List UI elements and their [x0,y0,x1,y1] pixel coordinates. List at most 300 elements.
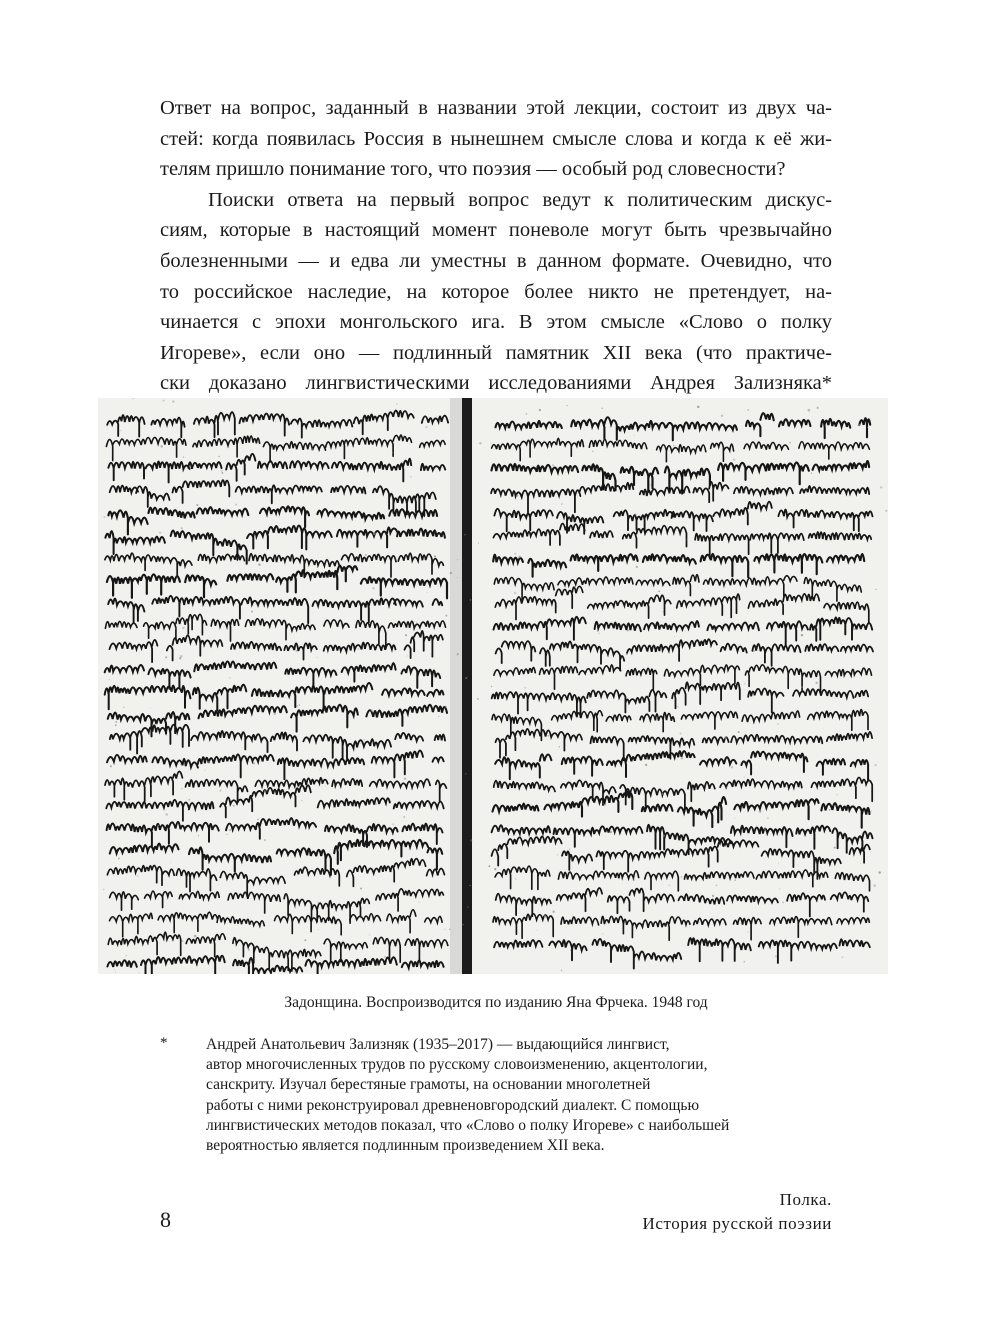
speckle [444,705,446,707]
speckle [470,885,471,886]
speckle [712,895,714,897]
speckle [427,592,428,593]
running-title [642,1188,832,1236]
handwritten-line [493,914,869,941]
speckle [478,542,479,543]
speckle [524,687,526,689]
speckle [159,532,161,534]
footnote-line: вероятностью является подлинным произведением XII века. [206,1137,605,1155]
speckle [834,847,836,849]
speckle [569,848,570,849]
speckle [779,888,780,889]
speckle [170,862,171,863]
speckle [879,871,881,873]
text-line: Игореве», если оно — подлинный памятник XII века (что практиче- [160,341,832,364]
speckle [109,679,110,680]
speckle [457,577,458,578]
speckle [744,777,745,778]
handwritten-line [494,777,872,809]
speckle [396,403,397,404]
handwritten-line [106,435,445,462]
handwritten-line [107,818,443,847]
speckle [179,657,181,659]
body-text [160,93,832,399]
speckle [802,851,804,853]
speckle [378,964,379,965]
speckle [103,889,105,891]
speckle [165,656,167,658]
speckle [559,746,560,747]
speckle [112,647,113,648]
text-line: ски доказано лингвистическими исследованиями Андрея Зализняка* [160,372,832,395]
speckle [839,467,840,468]
speckle [182,627,184,629]
speckle [544,915,546,917]
speckle [747,409,749,411]
speckle [674,636,675,637]
speckle [681,757,683,759]
speckle [319,769,320,770]
manuscript-image [98,398,888,974]
speckle [226,621,227,622]
speckle [789,442,790,443]
handwritten-line [494,938,870,968]
speckle [632,879,635,882]
speckle [724,737,726,739]
handwritten-line [107,410,448,437]
speckle [561,970,563,972]
speckle [490,443,491,444]
speckle [410,535,412,537]
speckle [550,802,551,803]
speckle [853,628,855,630]
page-number: 8 [160,1207,171,1232]
speckle [539,409,541,411]
speckle [738,731,740,733]
speckle [627,629,629,631]
speckle [139,973,140,974]
speckle [188,799,190,801]
speckle [248,949,250,951]
handwritten-line [106,785,443,821]
speckle [677,706,678,707]
speckle [371,709,373,711]
speckle [778,863,779,864]
text-line: стей: когда появилась Россия в нынешнем смысле слова и когда к её жи- [160,127,832,150]
speckle [330,424,332,426]
speckle [165,813,168,816]
speckle [419,902,420,903]
handwritten-line [492,682,868,717]
speckle [744,961,746,963]
speckle [662,611,664,613]
handwritten-line [110,910,443,937]
speckle [259,577,260,578]
speckle [194,935,197,938]
speckle [264,839,266,841]
speckle [444,929,445,930]
speckle [685,631,686,632]
speckle [880,486,882,488]
speckle [557,854,558,855]
speckle [251,611,253,613]
speckle [837,794,838,795]
speckle [567,405,568,406]
speckle [304,939,306,941]
speckle [645,764,647,766]
speckle [218,456,219,457]
speckle [775,955,777,957]
speckle [402,672,403,673]
handwritten-line [496,639,873,670]
speckle [592,451,593,452]
speckle [375,803,377,805]
speckle [226,508,227,509]
handwritten-line [496,888,869,917]
speckle [815,682,818,685]
speckle [214,668,216,670]
speckle [744,683,745,684]
speckle [348,600,350,602]
handwritten-line [494,617,873,646]
speckle [125,786,126,787]
speckle [181,527,183,529]
handwritten-line [108,596,442,623]
speckle [269,969,270,970]
speckle [156,723,157,724]
speckle [289,625,290,626]
handwritten-line [493,554,864,577]
speckle [196,504,198,506]
speckle [782,901,784,903]
speckle [530,840,532,842]
speckle [311,448,313,450]
speckle [172,400,174,402]
speckle [208,761,210,763]
speckle [360,743,361,744]
speckle [747,931,748,932]
handwritten-line [494,502,872,534]
text-line: сиям, которые в настоящий момент поневоле могут быть чрезвычайно [160,219,832,242]
speckle [410,476,412,478]
speckle [198,835,199,836]
speckle [808,409,811,412]
speckle [274,713,276,715]
footnote-line: лингвистических методов показал, что «Слово о полку Игореве» с наибольшей [206,1116,730,1134]
speckle [681,876,683,878]
speckle [150,708,151,709]
speckle [885,510,887,512]
speckle [363,739,365,741]
speckle [158,825,159,826]
text-line: болезненными — и едва ли уместны в данном формате. Очевидно, что [160,249,832,272]
speckle [697,406,699,408]
speckle [686,539,687,540]
speckle [570,467,572,469]
speckle [467,676,468,677]
speckle [445,615,447,617]
speckle [221,470,223,472]
speckle [500,578,502,580]
speckle [540,897,542,899]
speckle [160,445,163,448]
speckle [515,878,516,879]
speckle [183,456,185,458]
handwritten-line [110,725,445,760]
speckle [467,906,468,907]
speckle [295,907,297,909]
speckle [449,929,450,930]
speckle [516,495,518,497]
speckle [552,464,554,466]
speckle [610,531,611,532]
handwritten-line [110,840,442,875]
speckle [465,773,466,774]
handwritten-line [105,683,444,710]
speckle [561,503,563,505]
speckle [514,592,517,595]
speckle [136,875,138,877]
speckle [721,415,723,417]
handwritten-line [491,482,869,513]
speckle [258,563,260,565]
speckle [103,516,105,518]
speckle [175,627,177,629]
speckle [874,764,876,766]
speckle [767,817,769,819]
text-line: Ответ на вопрос, заданный в названии этой лекции, состоит из двух ча- [160,97,832,119]
handwritten-line [493,523,871,558]
speckle [296,650,298,652]
speckle [405,634,407,636]
speckle [636,566,638,568]
speckle [663,835,665,837]
speckle [205,770,206,771]
speckle [163,400,165,402]
speckle [680,732,682,734]
speckle [570,668,572,670]
speckle [835,565,836,566]
speckle [734,879,735,880]
handwritten-line [107,956,443,974]
speckle [598,943,599,944]
speckle [299,704,300,705]
speckle [264,789,267,792]
speckle [425,426,427,428]
speckle [726,787,728,789]
speckle [759,810,761,812]
footnote-line: работы с ними реконструировал древненовгородский диалект. С помощью [206,1096,700,1114]
speckle [669,885,671,887]
speckle [114,969,115,970]
speckle [247,856,249,858]
speckle [465,677,467,679]
speckle [477,698,479,700]
speckle [491,686,492,687]
speckle [634,513,636,515]
speckle [777,723,779,725]
speckle [120,430,121,431]
speckle [634,435,635,436]
footnote-mark: * [160,1035,168,1051]
speckle [108,828,110,830]
speckle [257,819,259,821]
figure-caption: Задонщина. Воспроизводится по изданию Яна Фрчека. 1948 год [284,994,708,1011]
speckle [419,786,420,787]
text-line: то российское наследие, на которое более никто не претендует, на- [160,280,832,303]
speckle [365,554,367,556]
speckle [384,956,386,958]
speckle [763,828,765,830]
speckle [275,421,276,422]
speckle [860,863,861,864]
speckle [548,735,550,737]
speckle [392,452,393,453]
speckle [651,586,652,587]
speckle [233,805,235,807]
speckle [650,484,651,485]
speckle [498,830,500,832]
speckle [316,657,317,658]
speckle [811,473,812,474]
speckle [553,911,555,913]
speckle [110,765,112,767]
speckle [570,950,571,951]
handwritten-line [105,553,443,577]
handwritten-line [492,438,870,461]
speckle [661,793,663,795]
speckle [867,427,868,428]
speckle [537,930,538,931]
speckle [595,855,596,856]
speckle [557,563,558,564]
speckle [118,858,120,860]
speckle [434,555,436,557]
footnote-line: автор многочисленных трудов по русскому словоизменению, акцентологии, [206,1056,708,1074]
handwritten-line [108,454,445,483]
manuscript-handwriting [98,398,888,974]
running-title-line: Полка. [779,1190,832,1209]
speckle [373,532,376,535]
handwritten-line [107,859,444,895]
speckle [450,572,452,574]
speckle [360,887,362,889]
speckle [318,929,319,930]
speckle [816,407,818,409]
speckle [181,788,183,790]
speckle [735,818,736,819]
speckle [132,398,134,399]
speckle [464,534,465,535]
speckle [829,534,830,535]
handwritten-line [496,413,871,440]
speckle [500,496,502,498]
speckle [479,442,481,444]
speckle [518,556,521,559]
speckle [112,917,115,920]
speckle [317,902,319,904]
handwritten-line [107,751,444,780]
speckle [462,924,464,926]
handwritten-line [105,526,445,564]
speckle [610,831,613,834]
speckle [871,811,872,812]
handwritten-line [110,889,444,923]
footnote-line: санскриту. Изучал берестяные грамоты, на основании многолетней [206,1076,651,1094]
speckle [673,445,675,447]
speckle [181,940,183,942]
speckle [221,472,223,474]
speckle [301,800,303,802]
handwritten-line [496,729,873,761]
speckle [452,435,453,436]
handwritten-line [107,566,447,599]
speckle [116,625,118,627]
speckle [733,458,735,460]
speckle [278,517,279,518]
speckle [457,559,458,560]
speckle [121,747,122,748]
speckle [438,716,439,717]
speckle [682,834,684,836]
speckle [115,721,117,723]
speckle [457,653,459,655]
speckle [841,956,843,958]
speckle [731,766,733,768]
speckle [829,809,831,811]
speckle [403,816,405,818]
text-line: Поиски ответа на первый вопрос ведут к политическим дискус- [208,188,832,211]
speckle [392,823,394,825]
speckle [716,444,717,445]
speckle [565,472,566,473]
speckle [294,971,297,974]
speckle [180,764,181,765]
speckle [658,590,660,592]
footnote-line: Андрей Анатольевич Зализняк (1935–2017) — выдающийся лингвист, [206,1036,670,1053]
speckle [235,504,237,506]
speckle [229,829,231,831]
speckle [219,790,221,792]
speckle [253,762,255,764]
speckle [470,599,471,600]
speckle [753,650,755,652]
speckle [598,633,600,635]
text-line: чинается с эпохи монгольского ига. В этом смысле «Слово о полку [160,311,832,334]
speckle [123,707,124,708]
speckle [290,581,291,582]
handwritten-line [110,631,443,662]
speckle [229,677,231,679]
speckle [801,686,803,688]
speckle [716,884,718,886]
speckle [357,648,359,650]
speckle [769,898,770,899]
speckle [626,653,628,655]
speckle [406,655,407,656]
speckle [602,933,603,934]
speckle [827,923,828,924]
footnote [206,1035,846,1156]
speckle [404,778,406,780]
speckle [226,834,227,835]
speckle [494,868,496,870]
speckle [526,413,528,415]
speckle [416,622,417,623]
handwritten-line [493,792,870,828]
speckle [470,839,472,841]
speckle [369,935,370,936]
